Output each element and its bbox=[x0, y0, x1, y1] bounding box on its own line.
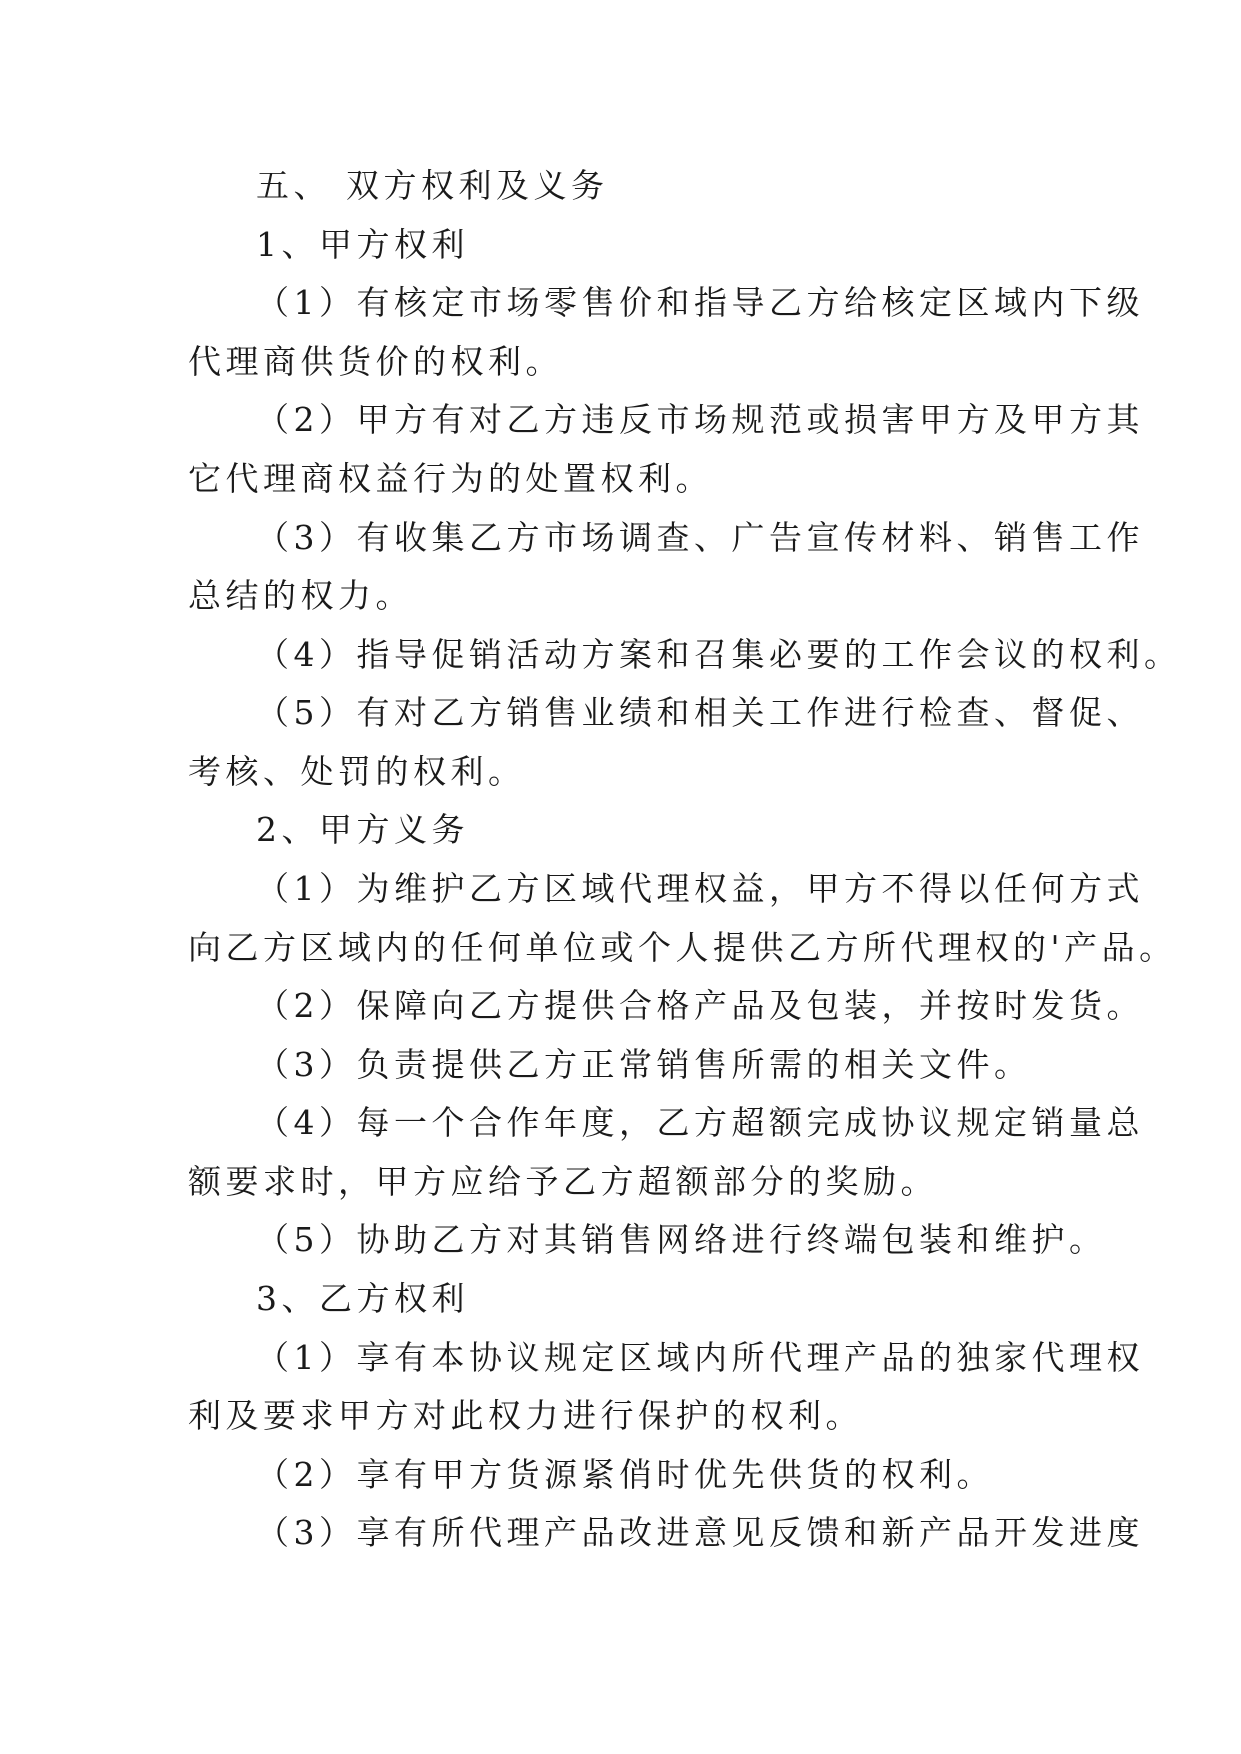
section-heading: 五、 双方权利及义务 bbox=[256, 166, 609, 205]
paragraph-line: 利及要求甲方对此权力进行保护的权利。 bbox=[188, 1396, 863, 1435]
paragraph-line: 总结的权力。 bbox=[188, 576, 413, 615]
subsection-heading: 3、乙方权利 bbox=[256, 1279, 469, 1318]
paragraph-line: 代理商供货价的权利。 bbox=[188, 342, 563, 381]
paragraph-line: （3）负责提供乙方正常销售所需的相关文件。 bbox=[256, 1045, 1032, 1084]
subsection-heading: 2、甲方义务 bbox=[256, 810, 469, 849]
paragraph-line: （4）每一个合作年度，乙方超额完成协议规定销量总 bbox=[256, 1103, 1144, 1142]
paragraph-line: （3）享有所代理产品改进意见反馈和新产品开发进度 bbox=[256, 1513, 1144, 1552]
paragraph-line: 考核、处罚的权利。 bbox=[188, 752, 526, 791]
paragraph-line: 它代理商权益行为的处置权利。 bbox=[188, 459, 713, 498]
paragraph-line: （1）享有本协议规定区域内所代理产品的独家代理权 bbox=[256, 1338, 1144, 1377]
paragraph-line: （1）为维护乙方区域代理权益，甲方不得以任何方式 bbox=[256, 869, 1144, 908]
subsection-heading: 1、甲方权利 bbox=[256, 225, 469, 264]
paragraph-line: 额要求时，甲方应给予乙方超额部分的奖励。 bbox=[188, 1162, 938, 1201]
paragraph-line: （4）指导促销活动方案和召集必要的工作会议的权利。 bbox=[256, 635, 1182, 674]
paragraph-line: （5）有对乙方销售业绩和相关工作进行检查、督促、 bbox=[256, 693, 1144, 732]
paragraph-line: （5）协助乙方对其销售网络进行终端包装和维护。 bbox=[256, 1220, 1107, 1259]
paragraph-line: （3）有收集乙方市场调查、广告宣传材料、销售工作 bbox=[256, 518, 1144, 557]
paragraph-line: （1）有核定市场零售价和指导乙方给核定区域内下级 bbox=[256, 283, 1144, 322]
paragraph-line: 向乙方区域内的任何单位或个人提供乙方所代理权的'产品。 bbox=[188, 928, 1177, 967]
paragraph-line: （2）保障向乙方提供合格产品及包装，并按时发货。 bbox=[256, 986, 1144, 1025]
paragraph-line: （2）享有甲方货源紧俏时优先供货的权利。 bbox=[256, 1455, 994, 1494]
paragraph-line: （2）甲方有对乙方违反市场规范或损害甲方及甲方其 bbox=[256, 400, 1144, 439]
